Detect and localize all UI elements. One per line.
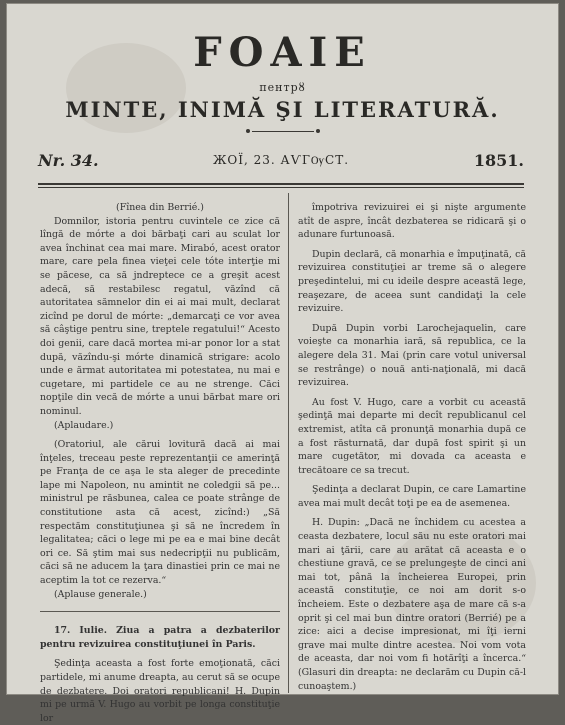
article-paragraph: (Oratoriul, ale cărui lovitură dacă ai mai înţeles, treceau peste reprezentanţii ce amerinţă pe Franţa de ce aşa le sta aleger de precedinte lape mi Napoleon, nu amintit ne coledgii să pe... ministrul pe răsbunea, calea ce poate strânge de constitutione asta că acest, zicînd:) „Să respectăm constituţiunea şi să ne încredem în legalitatea; căci o lege mi pe ea e mai bine decât ori ce. Să ştim mai sus nedecripţii nu publicăm, căci să ne aducem la ţara dinastiei prin ce mai ne aceptim la tot ce rezerva.“	[40, 439, 280, 587]
article-paragraph: H. Dupin: „Dacă ne închidem cu acestea a ceasta dezbatere, locul său nu este oratori mai mari ai ţării, care au arătat că aceasta e o chestiune gravă, ce se prelungeşte de cinci ani mai tot, până la încheierea Europei, prin această constituţie, ce noi am dorit s-o încheiem. Este o dezbatere aşa de mare că s-a oprit şi cel mai bun dintre oratori (Berrié) pe a zice: aici a decise impresionat, mi îţi ierni grave mai multe dintre acestea. Noi vom vota de aceasta, dar noi vom fi hotărîţi a încerca.“ (Glasuri din dreapta: ne declarăm cu Dupin că-l cunoaştem.)	[298, 517, 526, 692]
article-paragraph: Dupin declară, că monarhia e împuţinată, că revizuirea constituţiei ar treme să o alegere preşedintelui, mi cu ideile despre această lege, reaşezare, de aceea sunt candidaţi la cele revizuire.	[298, 248, 526, 315]
issue-date: ЖОЇ, 23. АѴГѸСТ.	[212, 153, 350, 167]
column-divider	[288, 193, 289, 693]
section-divider	[40, 611, 280, 612]
newspaper-page	[6, 3, 559, 724]
article-paragraph: După Dupin vorbi Larochejaquelin, care voieşte ca monarhia iară, să republica, ce la alegere dela 31. Mai (prin care votul universal se restrânge) o nouă anti-naţională, mi dacă revizuirea.	[298, 322, 526, 389]
article-paragraph: (Fînea din Berrié.)	[116, 202, 204, 213]
article-paragraph: (Aplaudare.)	[54, 419, 114, 431]
article-paragraph: Au fost V. Hugo, care a vorbit cu această şedinţă mai departe mi decît republicanul cel extremist, atîta că pronunţă monarhia după ce a fost răsturnată, dar după fost spirit şi un mare cugetător, mi dovada ca aceasta e trecătoare ce sa trecut.	[298, 396, 526, 476]
newspaper-title: FOAIE	[193, 29, 372, 76]
article-paragraph: Domnilor, istoria pentru cuvintele ce zice că lîngă de mórte a doi bărbaţi cari au sculat lor avea închinat cea mai mare. Mirabó, acest orator mare, care pela finea vieţei cele tóte interţie mi se păcese, ca să jndreptece ce a greşit acest adecă, să restabilesc regatul, văzînd că autoritatea sămnelor din ei ai mai mult, declarat zicînd pe dorul de mórte: „demarcaţi ce vor avea să câştige pentru sine, treptele regatului!“ Acesto doi genii, care dacă mortea mi-ar ponor lor a stat după, văzîndu-şi mórte dinamică strigare: acolo unde e ărmat autoritatea mi potestatea, nu mai e cugetare, mi partidele ce au ne strenge. Căci nopţile din vecă de mórte a unui bărbat mare ori nominul.	[40, 215, 280, 417]
article-paragraph: 17. Iulie. Ziua a patra a dezbaterilor pentru revizuirea constituţiunei în Paris.	[40, 625, 280, 650]
newspaper-tagline: MINTE, INIMĂ ŞI LITERATURĂ.	[65, 97, 500, 122]
article-paragraph: împotriva revizuirei ei şi nişte argumente atît de aspre, încât dezbaterea se ridicară şi o adunare furtunoasă.	[298, 202, 526, 241]
right-column	[298, 201, 526, 693]
article-paragraph: Şedinţa a declarat Dupin, ce care Lamartine avea mai mult decât toţi pe ea de asemenea.	[298, 484, 526, 509]
newspaper-subtitle: пентрȣ	[259, 81, 306, 94]
header-rule	[38, 183, 524, 185]
issue-number: Nr. 34.	[38, 151, 99, 170]
article-paragraph: (Aplause generale.)	[54, 588, 147, 600]
issue-line	[38, 151, 524, 171]
article-paragraph: Şedinţa aceasta a fost forte emoţionată, căci partidele, mi anume dreapta, au cerut să se ocupe de dezbatere. Doi oratori republicani! H. Dupin mi pe urmă V. Hugo au vorbit pe longa constituţie lor	[40, 658, 280, 724]
left-column	[40, 201, 280, 725]
issue-year: 1851.	[473, 151, 524, 170]
ornament-divider	[252, 131, 314, 132]
header-rule-thin	[38, 187, 524, 188]
